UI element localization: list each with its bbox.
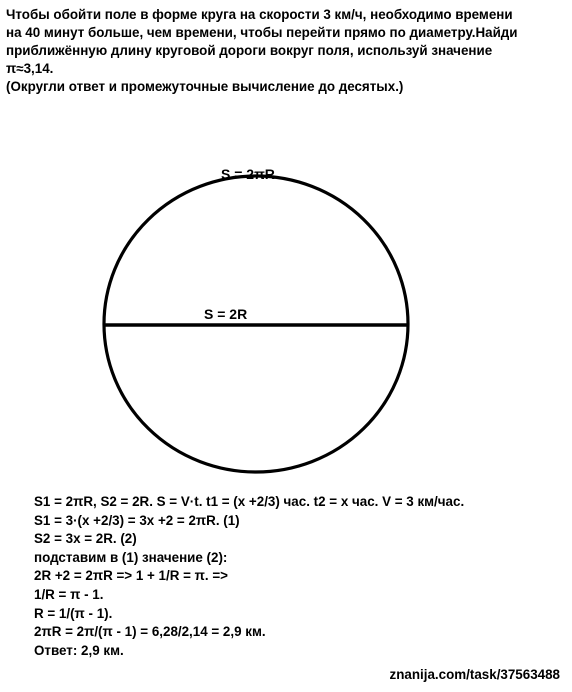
solution-answer: Ответ: 2,9 км.	[34, 642, 124, 658]
problem-statement	[6, 6, 566, 96]
problem-line: π≈3,14.	[6, 61, 54, 76]
circle-diagram	[0, 160, 572, 490]
solution-line: 1/R = π - 1.	[34, 586, 104, 602]
circumference-label: S = 2πR	[221, 166, 275, 182]
problem-line: на 40 минут больше, чем времени, чтобы перейти прямо по диаметру.Найди	[6, 25, 518, 40]
solution-line: подставим в (1) значение (2):	[34, 549, 228, 565]
solution-line: S1 = 3·(x +2/3) = 3x +2 = 2πR. (1)	[34, 512, 240, 528]
diameter-label: S = 2R	[204, 306, 248, 322]
solution-line: R = 1/(π - 1).	[34, 605, 113, 621]
problem-line: (Округли ответ и промежуточные вычисление до десятых.)	[6, 79, 404, 94]
source-watermark: znanija.com/task/37563488	[389, 667, 560, 682]
solution-line: 2R +2 = 2πR => 1 + 1/R = π. =>	[34, 568, 228, 584]
solution-line: S2 = 3x = 2R. (2)	[34, 531, 137, 547]
solution	[34, 493, 564, 660]
solution-line: S1 = 2πR, S2 = 2R. S = V·t. t1 = (x +2/3) час. t2 = x час. V = 3 км/час.	[34, 494, 465, 509]
problem-line: Чтобы обойти поле в форме круга на скорости 3 км/ч, необходимо времени	[6, 7, 513, 22]
solution-line: 2πR = 2π/(π - 1) = 6,28/2,14 = 2,9 км.	[34, 624, 266, 640]
circle-diagram-svg	[0, 160, 572, 490]
problem-line: приближённую длину круговой дороги вокруг поля, используй значение	[6, 43, 493, 58]
